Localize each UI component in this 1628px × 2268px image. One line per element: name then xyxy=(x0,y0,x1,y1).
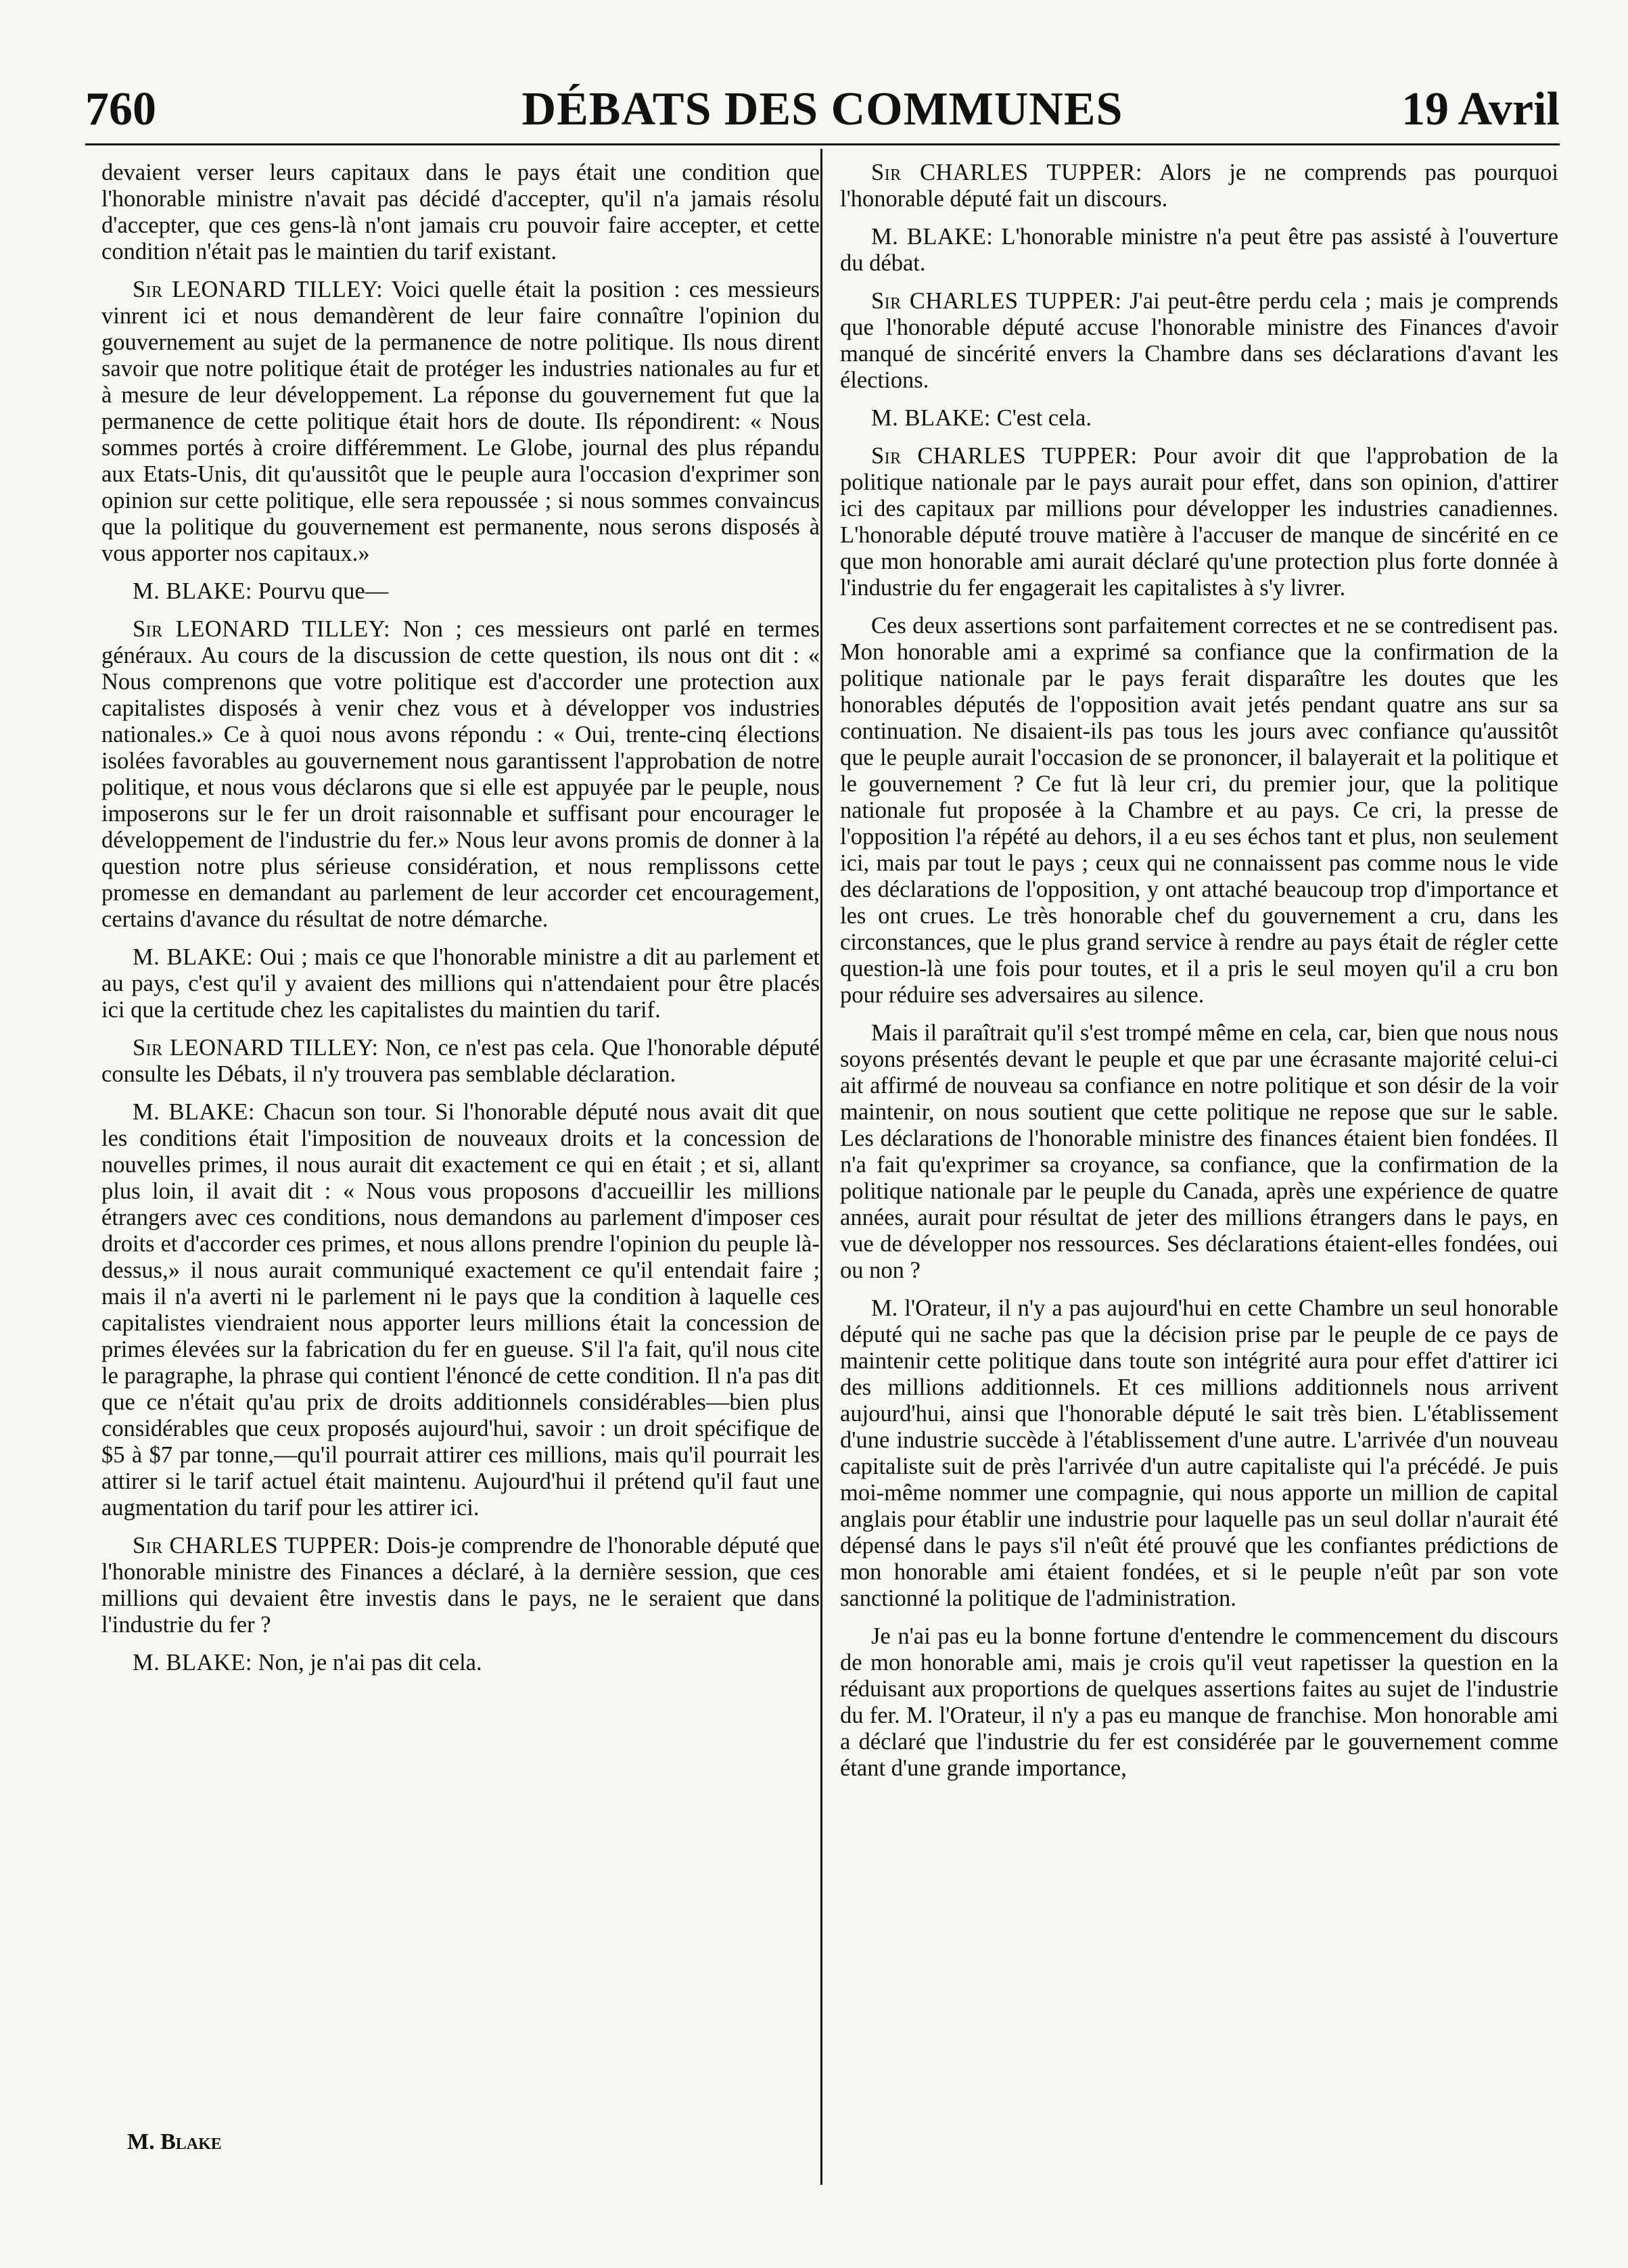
speaker-name: Sir CHARLES TUPPER: xyxy=(133,1533,380,1558)
paragraph: M. BLAKE: Non, je n'ai pas dit cela. xyxy=(133,1650,482,1675)
speaker-name: M. BLAKE: xyxy=(871,405,991,431)
paragraph: devaient verser leurs capitaux dans le pays était une condition que l'honorable ministre n'avait pas décidé d'accepter, qu'il n'a jamais résolu d'accepter, que ces gens-là n'ont jamais cru pouvoir faire accepter, et cette condition n'était pas le maintien du tarif existant. xyxy=(101,160,820,264)
page-number: 760 xyxy=(85,83,156,135)
paragraph: M. BLAKE: Oui ; mais ce que l'honorable ministre a dit au parlement et au pays, c'est qu'il y avaient des millions qui n'attendaient pour être placés ici que la certitude chez les capitalistes du maintien du tarif. xyxy=(101,944,820,1023)
paragraph: M. BLAKE: Chacun son tour. Si l'honorable député nous avait dit que les conditions était l'imposition de nouveaux droits et la concession de nouvelles primes, il nous aurait dit exactement ce qui en était ; et si, allant plus loin, il avait dit : « Nous vous proposons d'accueillir les millions étrangers avec ces conditions, nous demandons au parlement d'imposer ces droits et d'accorder ces primes, et nous allons prendre l'opinion du peuple là-dessus,» il nous aurait communiqué exactement ce qu'il entendait faire ; mais il n'a averti ni le parlement ni le pays que la condition à laquelle ces capitalistes viendraient nous apporter leurs millions était la concession de primes élevées sur la fabrication du fer en gueuse. S'il l'a fait, qu'il nous cite le paragraphe, la phrase qui contient l'énoncé de cette condition. Il n'a pas dit que ce n'était qu'au prix de droits additionnels considérables—bien plus considérables que ceux proposés aujourd'hui, savoir : un droit spécifique de $5 à $7 par tonne,—qu'il pourrait attirer ces millions, mais qu'il pourrait les attirer si le tarif actuel était maintenu. Aujourd'hui il prétend qu'il faut une augmentation du tarif pour les attirer ici. xyxy=(101,1099,820,1521)
page-title: DÉBATS DES COMMUNES xyxy=(521,83,1123,135)
speaker-name: Sir LEONARD TILLEY: xyxy=(133,277,383,302)
header-rule xyxy=(85,143,1560,145)
speaker-name: M. BLAKE: xyxy=(133,578,252,604)
speaker-name: M. BLAKE: xyxy=(133,944,254,970)
speaker-name: Sir LEONARD TILLEY: xyxy=(133,1035,379,1061)
paragraph: Sir CHARLES TUPPER: Alors je ne comprends pas pourquoi l'honorable député fait un discours. xyxy=(840,160,1558,212)
page-header xyxy=(85,76,1560,137)
speaker-name: M. BLAKE: xyxy=(133,1099,256,1125)
paragraph: M. BLAKE: L'honorable ministre n'a peut être pas assisté à l'ouverture du débat. xyxy=(840,224,1559,276)
speaker-name: M. BLAKE: xyxy=(133,1650,252,1675)
paragraph: Sir CHARLES TUPPER: Dois-je comprendre de l'honorable député que l'honorable ministre des Finances a déclaré, à la dernière session, que ces millions qui devaient être investis dans le pays, ne le seraient que dans l'industrie du fer ? xyxy=(101,1533,820,1638)
paragraph: Mais il paraîtrait qu'il s'est trompé même en cela, car, bien que nous nous soyons présentés devant le peuple et que par une écrasante majorité celui-ci ait affirmé de nouveau sa confiance en notre politique et son désir de la voir maintenir, on nous soutient que cette politique ne repose que sur le sable. Les déclarations de l'honorable ministre des finances étaient bien fondées. Il n'a fait qu'exprimer sa croyance, sa confiance, que la confirmation de la politique nationale par le peuple du Canada, après une expérience de quatre années, aurait pour résultat de jeter des millions étrangers dans le pays, en vue de développer nos ressources. Ses déclarations étaient-elles fondées, oui ou non ? xyxy=(840,1020,1558,1283)
paragraph: Sir CHARLES TUPPER: J'ai peut-être perdu cela ; mais je comprends que l'honorable député accuse l'honorable ministre des Finances d'avoir manqué de sincérité envers la Chambre dans ses déclarations d'avant les élections. xyxy=(840,288,1558,393)
page-date: 19 Avril xyxy=(1401,83,1560,135)
paragraph: Sir LEONARD TILLEY: Non ; ces messieurs ont parlé en termes généraux. Au cours de la discussion de cette question, ils nous ont dit : « Nous comprenons que votre politique est d'accorder une protection aux capitalistes disposés à venir chez vous et à développer vos industries nationales.» Ce à quoi nous avons répondu : « Oui, trente-cinq élections isolées favorables au gouvernement nous garantissent l'approbation de notre politique, et nous vous déclarons que si elle est appuyée par le peuple, nous imposerons sur le fer un droit raisonnable et suffisant pour encourager le développement de l'industrie du fer.» Nous leur avons promis de donner à la question notre plus sérieuse considération, et nous remplissons cette promesse en demandant au parlement de leur accorder cet encouragement, certains d'avance du résultat de notre démarche. xyxy=(101,616,820,932)
paragraph: Sir LEONARD TILLEY: Non, ce n'est pas cela. Que l'honorable député consulte les Débats, il n'y trouvera pas semblable déclaration. xyxy=(101,1035,820,1087)
left-column xyxy=(101,160,820,1688)
speaker-name: Sir CHARLES TUPPER: xyxy=(871,443,1138,469)
column-divider xyxy=(820,149,822,2185)
paragraph: M. l'Orateur, il n'y a pas aujourd'hui en cette Chambre un seul honorable député qui ne sache pas que la décision prise par le peuple de ce pays de maintenir cette politique dans toute son intégrité aura pour effet d'attirer ici des millions additionnels. Et ces millions additionnels nous arrivent aujourd'hui, ainsi que l'honorable député le sait très bien. L'établissement d'une industrie succède à l'établissement d'une autre. L'arrivée d'un nouveau capitaliste suit de près l'arrivée d'un autre capitaliste qui l'a précédé. Je puis moi-même nommer une compagnie, qui nous apporte un million de capital anglais pour établir une industrie pour laquelle pas un seul dollar n'aurait été dépensé dans le pays s'il n'eût été prouvé que les confiantes prédictions de mon honorable ami étaient fondées, et si le peuple n'eût par son vote sanctionné la politique de l'administration. xyxy=(840,1295,1558,1611)
right-column xyxy=(840,160,1558,1793)
paragraph: M. BLAKE: C'est cela. xyxy=(871,405,1092,431)
speaker-name: Sir CHARLES TUPPER: xyxy=(871,288,1122,314)
paragraph: Sir CHARLES TUPPER: Pour avoir dit que l'approbation de la politique nationale par le pays aurait pour effet, dans son opinion, d'attirer ici des capitaux par millions pour développer les industries canadiennes. L'honorable député trouve matière à l'accuser de manque de sincérité en ce que mon honorable ami aurait déclaré qu'une protection plus forte donnée à l'industrie du fer engagerait les capitalistes à s'y livrer. xyxy=(840,443,1558,601)
speaker-name: M. BLAKE: xyxy=(871,224,994,250)
speaker-name: Sir CHARLES TUPPER: xyxy=(871,160,1142,185)
paragraph: Ces deux assertions sont parfaitement correctes et ne se contredisent pas. Mon honorable ami a exprimé sa confiance que la confirmation de la politique nationale par le pays ferait disparaître les doutes que les honorables députés de l'opposition avait jetés pendant quatre ans sur sa continuation. Ne disaient-ils pas tous les jours avec confiance qu'aussitôt que le peuple aurait l'occasion de se prononcer, il balayerait et la politique et le gouvernement ? Ce fut là leur cri, du premier jour, que la politique nationale fut proposée à la Chambre et au pays. Ce cri, la presse de l'opposition l'a répété au dehors, il a eu ses échos tant et plus, non seulement ici, mais par tout le pays ; ceux qui ne connaissent pas comme nous le vide des déclarations de l'opposition, y ont attaché beaucoup trop d'importance et les ont crues. Le très honorable chef du gouvernement a cru, dans les circonstances, que le plus grand service à rendre au pays était de régler cette question-là une fois pour toutes, et il a pris le seul moyen qu'il a cru bon pour réduire ses adversaires au silence. xyxy=(840,613,1558,1008)
speaker-name: Sir LEONARD TILLEY: xyxy=(133,616,391,642)
paragraph: Je n'ai pas eu la bonne fortune d'entendre le commencement du discours de mon honorable ami, mais je crois qu'il veut rapetisser la question en la réduisant aux proportions de quelques assertions faites au sujet de l'industrie du fer. M. l'Orateur, il n'y a pas eu manque de franchise. Mon honorable ami a déclaré que l'industrie du fer est considérée par le gouvernement comme étant d'une grande importance, xyxy=(840,1623,1558,1781)
paragraph: M. BLAKE: Pourvu que— xyxy=(133,578,389,604)
catchword: M. Blake xyxy=(127,2129,222,2154)
paragraph: Sir LEONARD TILLEY: Voici quelle était la position : ces messieurs vinrent ici et nous demandèrent de leur faire connaître l'opinion du gouvernement au sujet de la permanence de notre politique. Ils nous dirent savoir que notre politique était de protéger les industries nationales au fur et à mesure de leur développement. La réponse du gouvernement fut que la permanence de cette politique était hors de doute. Ils répondirent: « Nous sommes portés à croire différemment. Le Globe, journal des plus répandu aux Etats-Unis, dit qu'aussitôt que le peuple aura l'occasion d'exprimer son opinion sur cette politique, elle sera repoussée ; si nous sommes convaincus que la politique du gouvernement est permanente, nous serons disposés à vous apporter nos capitaux.» xyxy=(101,277,820,566)
